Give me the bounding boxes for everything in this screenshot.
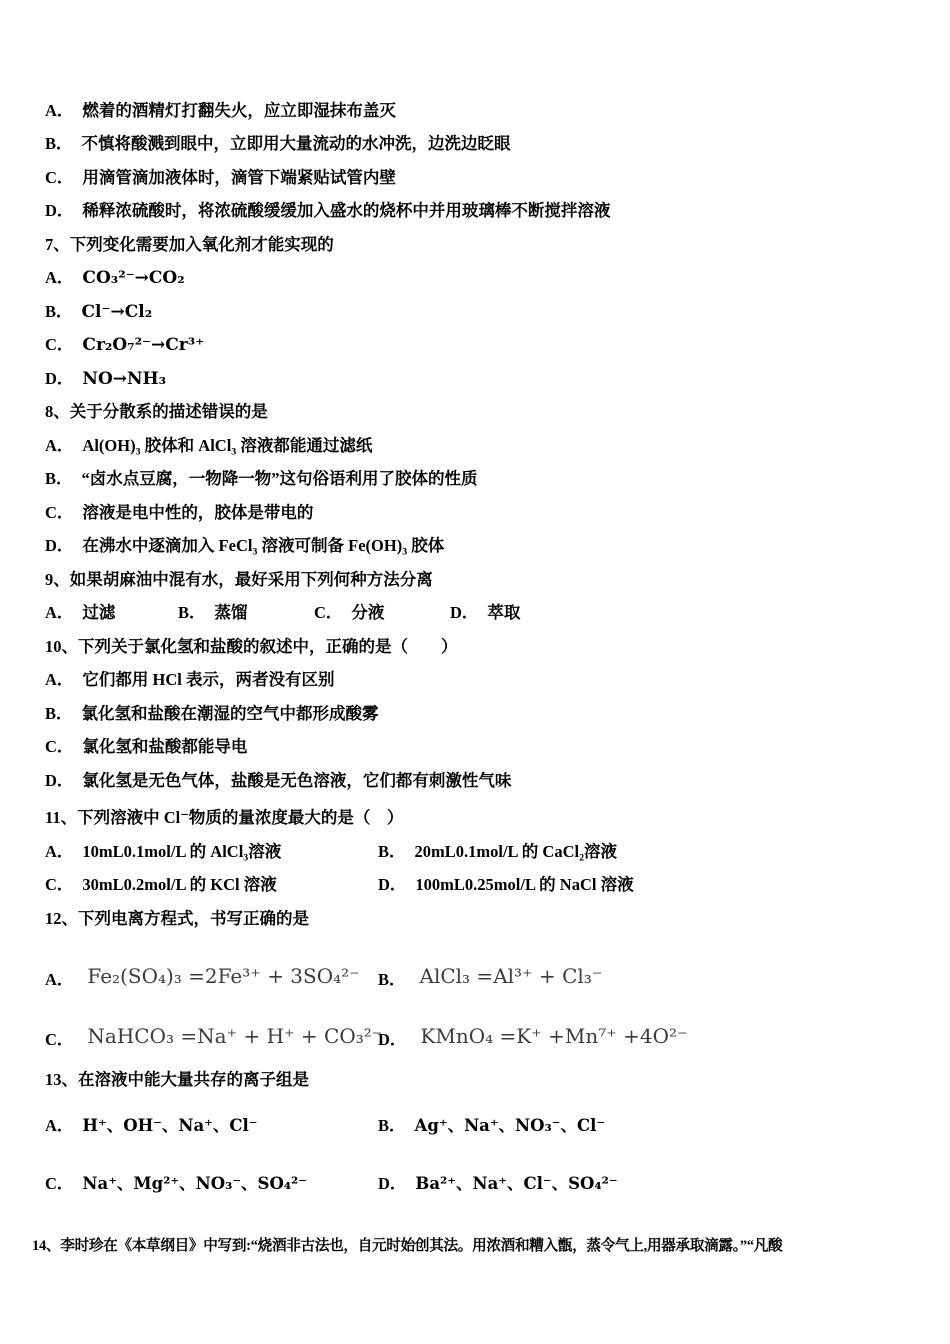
question-10 xyxy=(45,630,922,798)
q13-options-row-1 xyxy=(45,1097,922,1155)
q11-options-row-2 xyxy=(45,869,922,903)
q10-option-b-text: 氯化氢和盐酸在潮湿的空气中都形成酸雾 xyxy=(81,703,379,723)
q12-option-b-label: B． xyxy=(378,969,406,989)
q8-option-b-label: B． xyxy=(45,469,73,489)
q12-option-d-label: D． xyxy=(378,1029,407,1049)
q14-stem: 14、李时珍在《本草纲目》中写到:“烧酒非古法也，自元时始创其法。用浓酒和糟入甑，蒸令气上,用器承取滴露。”“凡酸 xyxy=(32,1237,783,1254)
q9-option-d-label: D． xyxy=(450,603,479,623)
q6-option-b xyxy=(45,128,922,162)
q9-option-d-text: 萃取 xyxy=(487,603,521,623)
q10-option-c-label: C． xyxy=(45,737,74,757)
q6-option-c-label: C． xyxy=(45,167,74,187)
q7-option-c-label: C． xyxy=(45,335,74,355)
q9-option-a-label: A． xyxy=(45,603,74,623)
q13-option-b xyxy=(378,1116,605,1136)
q13-option-a-label: A． xyxy=(45,1116,74,1136)
q10-option-b-label: B． xyxy=(45,703,73,723)
q7-option-a xyxy=(45,262,922,296)
q9-stem: 9、如果胡麻油中混有水，最好采用下列何种方法分离 xyxy=(45,569,433,589)
q13-option-a xyxy=(45,1116,378,1136)
q13-option-c xyxy=(45,1174,378,1194)
q7-option-d xyxy=(45,362,922,396)
q9-option-a xyxy=(45,603,178,623)
q8-option-d-text: 在沸水中逐滴加入 FeCl₃ 溶液可制备 Fe(OH)₃ 胶体 xyxy=(82,536,445,556)
q8-option-d-label: D． xyxy=(45,536,74,556)
q6-option-a xyxy=(45,94,922,128)
q9-option-c-label: C． xyxy=(314,603,343,623)
q9-option-b-text: 蒸馏 xyxy=(214,603,248,623)
q11-option-d-text: 100mL0.25mol/L 的 NaCl 溶液 xyxy=(415,875,634,895)
q7-option-c xyxy=(45,329,922,363)
q10-option-d xyxy=(45,764,922,798)
q8-option-a-text: Al(OH)₃ 胶体和 AlCl₃ 溶液都能通过滤纸 xyxy=(82,435,373,455)
q12-option-a xyxy=(45,964,378,996)
q6-option-b-text: 不慎将酸溅到眼中，立即用大量流动的水冲洗，边洗边眨眼 xyxy=(81,134,511,154)
q13-option-c-label: C． xyxy=(45,1174,74,1194)
q7-option-a-label: A． xyxy=(45,268,74,288)
q11-option-a xyxy=(45,842,378,862)
q10-option-a-text: 它们都用 HCl 表示，两者没有区别 xyxy=(82,670,335,690)
q9-option-b-label: B． xyxy=(178,603,206,623)
q8-option-d xyxy=(45,530,922,564)
q12-options-row-1 xyxy=(45,936,922,996)
q12-option-b-equation: AlCl₃ =Al³⁺ + Cl₃⁻ xyxy=(419,963,603,988)
q12-stem: 12、下列电离方程式，书写正确的是 xyxy=(45,908,309,928)
q9-option-d xyxy=(450,603,586,623)
q8-stem: 8、关于分散系的描述错误的是 xyxy=(45,402,268,422)
q13-option-b-ions: Ag⁺、Na⁺、NO₃⁻、Cl⁻ xyxy=(414,1116,606,1136)
q11-option-c-label: C． xyxy=(45,875,74,895)
q7-option-b-formula: Cl⁻→Cl₂ xyxy=(81,301,153,322)
q9-option-c xyxy=(314,603,450,623)
q11-option-d xyxy=(378,875,634,895)
q12-option-b xyxy=(378,964,602,996)
q12-option-c-label: C． xyxy=(45,1029,74,1049)
q8-option-b-text: “卤水点豆腐，一物降一物”这句俗语利用了胶体的性质 xyxy=(81,469,478,489)
question-8 xyxy=(45,396,922,564)
q8-option-b xyxy=(45,463,922,497)
q13-option-c-ions: Na⁺、Mg²⁺、NO₃⁻、SO₄²⁻ xyxy=(82,1174,307,1194)
q11-option-c xyxy=(45,875,378,895)
q8-option-a xyxy=(45,429,922,463)
q12-option-c xyxy=(45,1023,383,1056)
q12-option-a-equation: Fe₂(SO₄)₃ =2Fe³⁺ + 3SO₄²⁻ xyxy=(87,963,360,988)
q7-option-d-label: D． xyxy=(45,368,74,388)
q7-option-c-formula: Cr₂O₇²⁻→Cr³⁺ xyxy=(82,335,205,356)
q11-option-c-text: 30mL0.2mol/L 的 KCl 溶液 xyxy=(82,875,277,895)
q11-option-b-label: B． xyxy=(378,841,406,861)
q13-option-d-ions: Ba²⁺、Na⁺、Cl⁻、SO₄²⁻ xyxy=(415,1174,618,1194)
q6-option-d xyxy=(45,195,922,229)
q11-options-row-1 xyxy=(45,835,922,869)
q8-option-c xyxy=(45,496,922,530)
q10-option-a xyxy=(45,664,922,698)
q11-option-a-label: A． xyxy=(45,841,74,861)
q8-option-c-label: C． xyxy=(45,502,74,522)
q7-option-a-formula: CO₃²⁻→CO₂ xyxy=(82,268,185,289)
q10-option-b xyxy=(45,697,922,731)
q9-option-c-text: 分液 xyxy=(351,603,385,623)
q6-option-d-text: 稀释浓硫酸时，将浓硫酸缓缓加入盛水的烧杯中并用玻璃棒不断搅拌溶液 xyxy=(82,201,611,221)
q13-option-b-label: B． xyxy=(378,1116,406,1136)
q10-option-a-label: A． xyxy=(45,670,74,690)
q10-stem: 10、下列关于氯化氢和盐酸的叙述中，正确的是（ ） xyxy=(45,636,458,656)
question-11 xyxy=(45,802,922,903)
q9-options-row xyxy=(45,597,922,631)
q10-option-d-text: 氯化氢是无色气体，盐酸是无色溶液，它们都有刺激性气味 xyxy=(82,770,512,790)
question-13 xyxy=(45,1064,922,1214)
q9-option-b xyxy=(178,603,314,623)
q11-option-a-text: 10mL0.1mol/L 的 AlCl₃溶液 xyxy=(82,841,282,861)
q13-option-a-ions: H⁺、OH⁻、Na⁺、Cl⁻ xyxy=(82,1116,258,1136)
q11-stem: 11、下列溶液中 Cl⁻物质的量浓度最大的是（ ） xyxy=(45,808,404,828)
q7-option-b xyxy=(45,295,922,329)
q8-option-c-text: 溶液是电中性的，胶体是带电的 xyxy=(82,502,314,522)
q9-option-a-text: 过滤 xyxy=(82,603,116,623)
q11-option-d-label: D． xyxy=(378,875,407,895)
q13-option-d xyxy=(378,1174,618,1194)
q12-option-c-equation: NaHCO₃ =Na⁺ + H⁺ + CO₃²⁻ xyxy=(87,1023,383,1048)
q6-option-b-label: B． xyxy=(45,134,73,154)
q7-option-d-formula: NO→NH₃ xyxy=(82,368,167,389)
q6-option-a-text: 燃着的酒精灯打翻失火，应立即湿抹布盖灭 xyxy=(82,100,396,120)
q12-option-d-equation: KMnO₄ =K⁺ +Mn⁷⁺ +4O²⁻ xyxy=(420,1023,688,1048)
q11-option-b-text: 20mL0.1mol/L 的 CaCl₂溶液 xyxy=(414,841,618,861)
q8-option-a-label: A． xyxy=(45,435,74,455)
q6-option-c-text: 用滴管滴加液体时，滴管下端紧贴试管内壁 xyxy=(82,167,396,187)
q11-option-b xyxy=(378,842,617,862)
question-14 xyxy=(32,1229,922,1259)
q13-options-row-2 xyxy=(45,1155,922,1213)
question-9 xyxy=(45,563,922,630)
q12-option-d xyxy=(378,1024,688,1056)
q10-option-d-label: D． xyxy=(45,770,74,790)
question-7 xyxy=(45,228,922,396)
q10-option-c-text: 氯化氢和盐酸都能导电 xyxy=(82,737,248,757)
q7-option-b-label: B． xyxy=(45,301,73,321)
q6-option-d-label: D． xyxy=(45,201,74,221)
q13-option-d-label: D． xyxy=(378,1174,407,1194)
q6-option-a-label: A． xyxy=(45,100,74,120)
q13-stem: 13、在溶液中能大量共存的离子组是 xyxy=(45,1070,309,1090)
question-12 xyxy=(45,902,922,1056)
q12-options-row-2 xyxy=(45,996,922,1056)
q7-stem: 7、下列变化需要加入氧化剂才能实现的 xyxy=(45,234,334,254)
q6-option-c xyxy=(45,161,922,195)
q12-option-a-label: A． xyxy=(45,969,74,989)
q10-option-c xyxy=(45,731,922,765)
